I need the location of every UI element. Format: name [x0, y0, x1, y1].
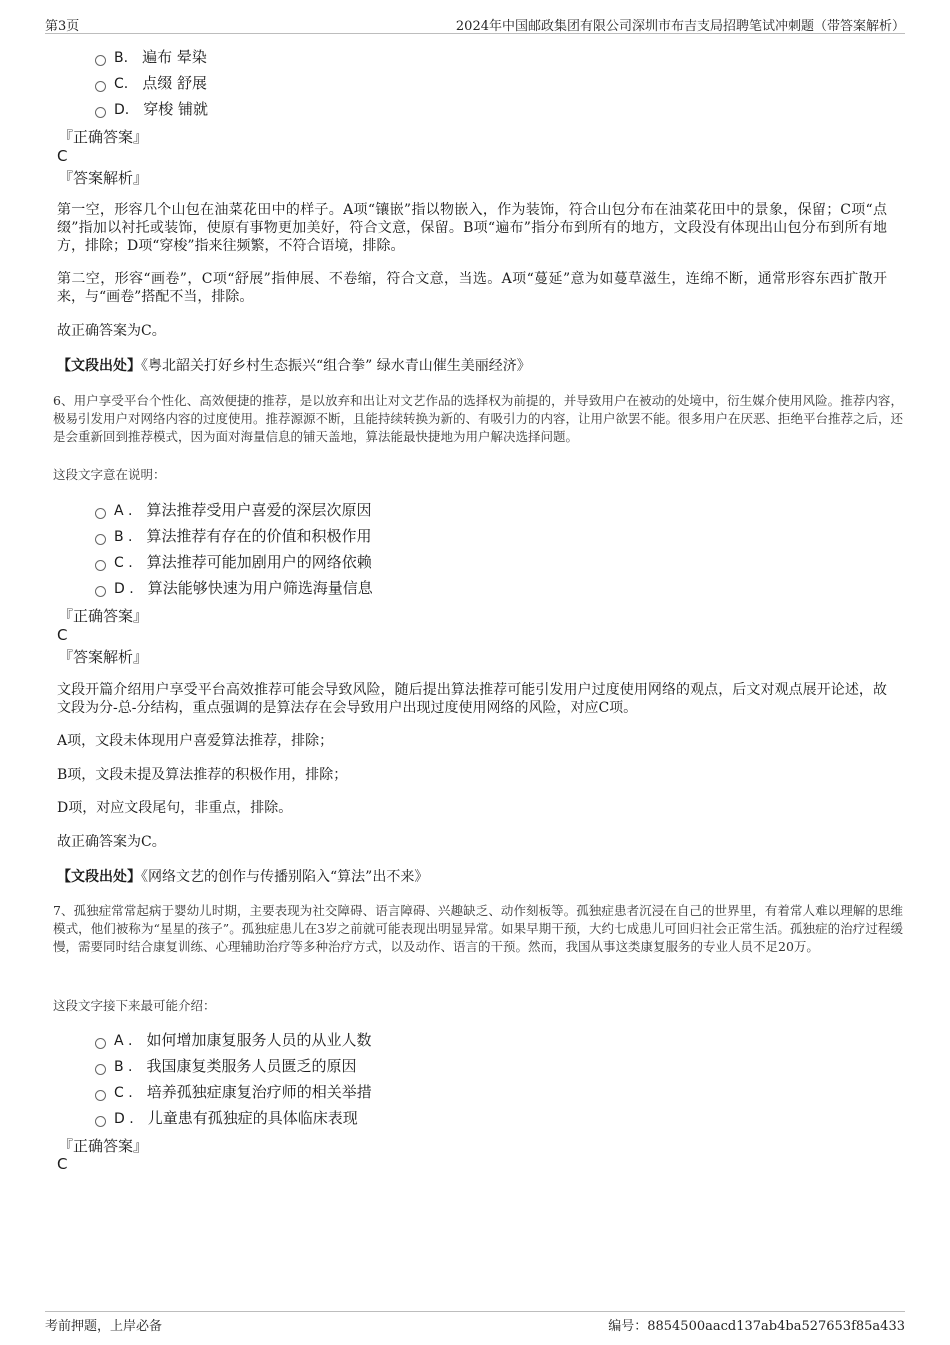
radio-icon[interactable]: [95, 508, 106, 519]
q5-analysis-1: 第一空，形容几个山包在油菜花田中的样子。A项“镶嵌”指以物嵌入，作为装饰，符合山包分布在油菜花田中的景象，保留；C项“点缀”指加以衬托或装饰，使原有事物更加美好，符合文意，保留。B项“遍布”指分布到所有的地方，文段没有体现出山包分布到所有地方，排除；D项“穿梭”指来往频繁，不符合语境，排除。: [57, 202, 887, 254]
document-title: 2024年中国邮政集团有限公司深圳市布吉支局招聘笔试冲刺题（带答案解析）: [455, 19, 905, 34]
q6-option-b[interactable]: B . 算法推荐有存在的价值和积极作用: [95, 525, 372, 547]
radio-icon[interactable]: [95, 586, 106, 597]
q5-analysis-3: 故正确答案为C。: [57, 323, 166, 339]
q7-prompt: 这段文字接下来最可能介绍：: [53, 998, 216, 1013]
q5-option-b[interactable]: B. 遍布 晕染: [95, 46, 207, 68]
q6-prompt: 这段文字意在说明：: [53, 467, 166, 482]
radio-icon[interactable]: [95, 1090, 106, 1101]
answer-label: 『正确答案』: [58, 1137, 149, 1155]
q6-source: 【文段出处】《网络文艺的创作与传播别陷入“算法”出不来》: [57, 869, 429, 885]
q7-answer: C: [57, 1155, 68, 1173]
q5-option-c[interactable]: C. 点缀 舒展: [95, 72, 207, 94]
q7-option-d[interactable]: D . 儿童患有孤独症的具体临床表现: [95, 1107, 358, 1129]
q5-source: 【文段出处】《粤北韶关打好乡村生态振兴“组合拳” 绿水青山催生美丽经济》: [57, 358, 531, 374]
q7-option-b[interactable]: B . 我国康复类服务人员匮乏的原因: [95, 1055, 357, 1077]
q6-text: 6、用户享受平台个性化、高效便捷的推荐，是以放弃和出让对文艺作品的选择权为前提的，并导致用户在被动的处境中，衍生媒介使用风险。推荐内容，极易引发用户对网络内容的过度使用。推荐源源不断，且能持续转换为新的、有吸引力的内容，让用户欲罢不能。很多用户在厌恶、拒绝平台推荐之后，还是会重新回到推荐模式，因为面对海量信息的铺天盖地，算法能最快捷地为用户解决选择问题。: [53, 393, 904, 444]
page-header: [45, 13, 905, 34]
q7-option-c[interactable]: C . 培养孤独症康复治疗师的相关举措: [95, 1081, 372, 1103]
document-code: 编号：8854500aacd137ab4ba527653f85a433: [608, 1319, 905, 1334]
analysis-label: 『答案解析』: [58, 648, 149, 666]
footer-slogan: 考前押题，上岸必备: [45, 1319, 163, 1334]
answer-label: 『正确答案』: [58, 128, 149, 146]
q5-option-d[interactable]: D. 穿梭 铺就: [95, 98, 208, 120]
q6-option-a[interactable]: A . 算法推荐受用户喜爱的深层次原因: [95, 499, 372, 521]
q6-option-d[interactable]: D . 算法能够快速为用户筛选海量信息: [95, 577, 373, 599]
radio-icon[interactable]: [95, 1038, 106, 1049]
q6-analysis-1: 文段开篇介绍用户享受平台高效推荐可能会导致风险，随后提出算法推荐可能引发用户过度使用网络的观点，后文对观点展开论述，故文段为分-总-分结构，重点强调的是算法存在会导致用户出现过度使用网络的风险，对应C项。: [57, 682, 887, 716]
q7-text: 7、孤独症常常起病于婴幼儿时期，主要表现为社交障碍、语言障碍、兴趣缺乏、动作刻板等。孤独症患者沉浸在自己的世界里，有着常人难以理解的思维模式，他们被称为“星星的孩子”。孤独症患儿在3岁之前就可能表现出明显异常。如果早期干预，大约七成患儿可回归社会正常生活。孤独症的治疗过程缓慢，需要同时结合康复训练、心理辅助治疗等多种治疗方式，以及动作、语言的干预。然而，我国从事这类康复服务的专业人员不足20万。: [53, 903, 903, 954]
radio-icon[interactable]: [95, 534, 106, 545]
q6-answer: C: [57, 626, 68, 644]
analysis-label: 『答案解析』: [58, 169, 149, 187]
radio-icon[interactable]: [95, 1064, 106, 1075]
radio-icon[interactable]: [95, 560, 106, 571]
q6-option-c[interactable]: C . 算法推荐可能加剧用户的网络依赖: [95, 551, 372, 573]
radio-icon[interactable]: [95, 1116, 106, 1127]
radio-icon[interactable]: [95, 81, 106, 92]
q6-analysis-3: B项，文段未提及算法推荐的积极作用，排除；: [57, 767, 348, 783]
radio-icon[interactable]: [95, 55, 106, 66]
q5-analysis-2: 第二空，形容“画卷”，C项“舒展”指伸展、不卷缩，符合文意，当选。A项“蔓延”意为如蔓草滋生，连绵不断，通常形容东西扩散开来，与“画卷”搭配不当，排除。: [57, 271, 887, 305]
q7-option-a[interactable]: A . 如何增加康复服务人员的从业人数: [95, 1029, 372, 1051]
q6-analysis-4: D项，对应文段尾句，非重点，排除。: [57, 800, 293, 816]
answer-label: 『正确答案』: [58, 607, 149, 625]
q6-analysis-5: 故正确答案为C。: [57, 834, 166, 850]
radio-icon[interactable]: [95, 107, 106, 118]
page-footer: [45, 1311, 905, 1334]
page-number: 第3页: [45, 19, 80, 34]
q5-answer: C: [57, 147, 68, 165]
q6-analysis-2: A项，文段未体现用户喜爱算法推荐，排除；: [57, 733, 334, 749]
